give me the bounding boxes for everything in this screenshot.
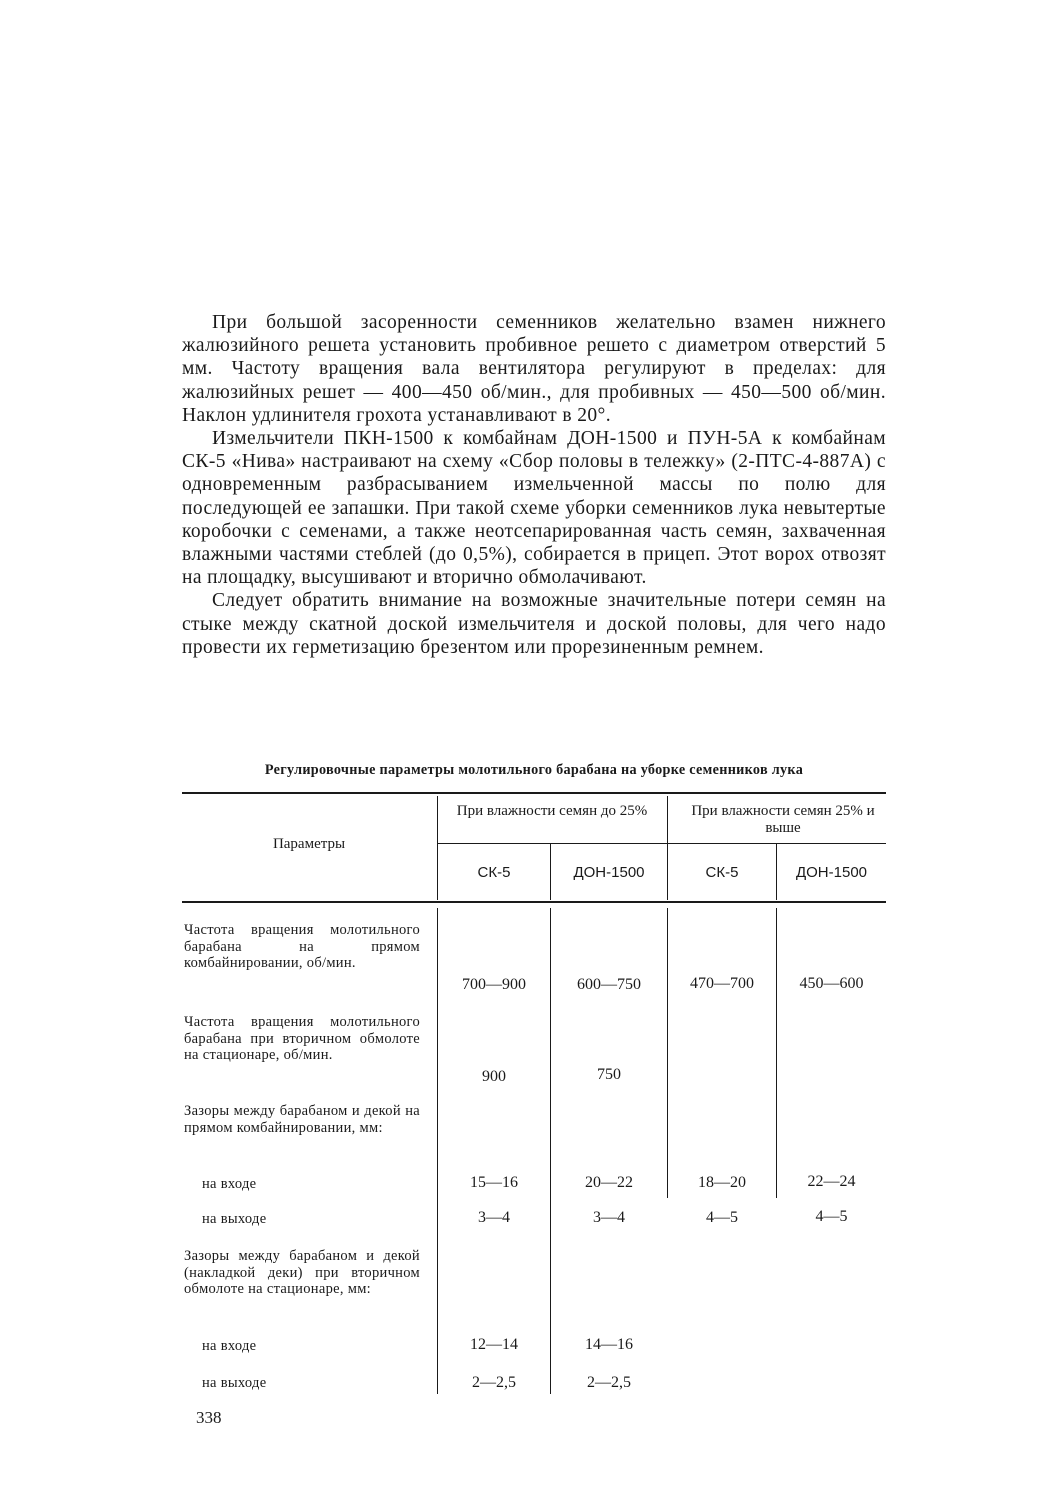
table-cell: 750 <box>597 1066 621 1083</box>
paragraph: При большой засоренности семенников желательно взамен нижнего жалюзийного решета установить пробивное решето с диаметром отверстий 5 мм. Частоту вращения вала вентилятора регулируют в пределах: для жалюзийных решет — 400—450 об/мин., для пробивных — 450—500 об/мин. Наклон удлинителя грохота устанавливают в 20°. <box>182 312 886 426</box>
table-cell: 450—600 <box>799 975 864 992</box>
row-label: на выходе <box>202 1375 267 1391</box>
column-header: СК-5 <box>477 864 511 881</box>
table-cell: 15—16 <box>470 1174 518 1191</box>
table-cell: 20—22 <box>585 1174 633 1191</box>
row-label: Частота вращения молотильного барабана на прямом комбайнировании, об/мин. <box>184 922 420 971</box>
group1-header: При влажности семян до 25% <box>456 803 648 819</box>
table-cell: 700—900 <box>462 976 526 993</box>
table-header-rule <box>182 901 886 903</box>
table-cell: 12—14 <box>470 1336 518 1353</box>
table-cell: 4—5 <box>706 1209 738 1226</box>
table-cell: 470—700 <box>690 975 754 992</box>
group2-header: При влажности семян 25% и выше <box>691 803 875 836</box>
column-divider <box>437 796 438 900</box>
row-label: на входе <box>202 1176 257 1192</box>
page-number: 338 <box>196 1408 222 1427</box>
row-label: на входе <box>202 1338 257 1354</box>
column-divider <box>667 908 668 1198</box>
row-label: Частота вращения молотильного барабана при вторичном обмолоте на стационаре, об/мин. <box>184 1014 420 1063</box>
table-cell: 2—2,5 <box>587 1374 631 1391</box>
table-caption: Регулировочные параметры молотильного барабана на уборке семенников лука <box>264 762 804 778</box>
column-header: ДОН-1500 <box>795 864 868 881</box>
row-label: на выходе <box>202 1211 267 1227</box>
table-top-rule <box>182 792 886 794</box>
paragraph: Измельчители ПКН-1500 к комбайнам ДОН-1500 и ПУН-5А к комбайнам СК-5 «Нива» настраивают на схему «Сбор половы в тележку» (2-ПТС-4-887А) с одновременным разбрасыванием измельченной массы по полю для последующей ее запашки. При такой схеме уборки семенников лука невытертые коробочки с семенами, а также неотсепарированная часть семян, захваченная влажными частями стеблей (до 0,5%), собирается в прицеп. Этот ворох отвозят на площадку, высушивают и вторично обмолачивают. <box>182 428 886 589</box>
table-cell: 600—750 <box>577 976 641 993</box>
table-cell: 3—4 <box>593 1209 625 1226</box>
column-divider <box>667 796 668 900</box>
group-header-rule <box>437 843 886 844</box>
table-cell: 4—5 <box>815 1208 848 1225</box>
body-text <box>182 311 886 659</box>
table-cell: 900 <box>482 1068 506 1085</box>
paragraph: Следует обратить внимание на возможные значительные потери семян на стыке между скатной доской измельчителя и доской половы, для чего надо провести их герметизацию брезентом или прорезиненным ремнем. <box>182 590 886 658</box>
column-header: СК-5 <box>705 864 739 881</box>
table-cell: 3—4 <box>478 1209 510 1226</box>
table-cell: 2—2,5 <box>472 1374 516 1391</box>
table-cell: 18—20 <box>698 1174 746 1191</box>
param-header: Параметры <box>272 836 346 852</box>
column-divider <box>776 908 777 1198</box>
column-header: ДОН-1500 <box>573 864 645 881</box>
row-label: Зазоры между барабаном и декой на прямом комбайнировании, мм: <box>184 1103 420 1136</box>
table-cell: 22—24 <box>807 1173 856 1190</box>
parameters-table <box>182 790 886 1400</box>
table-cell: 14—16 <box>585 1336 633 1353</box>
row-label: Зазоры между барабаном и декой (накладкой деки) при вторичном обмолоте на стационаре, мм: <box>184 1248 420 1297</box>
